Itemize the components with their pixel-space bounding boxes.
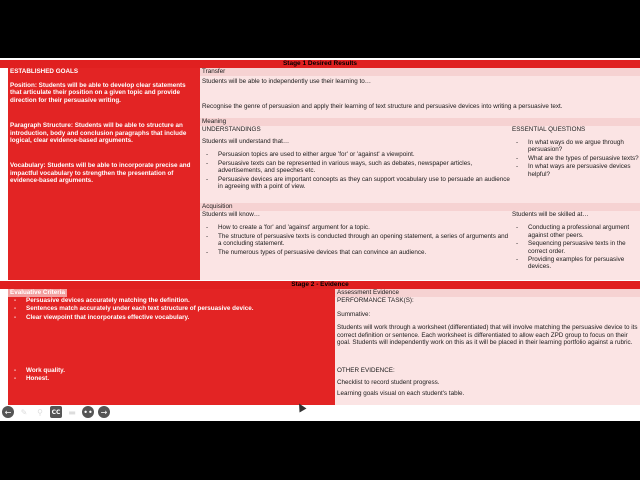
understandings-cell [200,126,510,203]
know-item: - The structure of persuasive texts is conducted through an opening statement, a series of arguments and a concluding statement. [200,233,510,248]
search-icon[interactable]: ⚲ [37,407,43,417]
goal-position: Position: Students will be able to develop clear statements that articulate their position on a given topic and provide direction for their persuasive writing. [10,82,186,104]
criteria-item: - Persuasive devices accurately matching the definition. [8,297,335,304]
back-icon[interactable]: ← [2,406,14,418]
assessment-header-row [335,289,640,297]
established-goals-panel [8,68,200,280]
stage2-title: Stage 2 - Evidence [0,281,640,289]
understandings-intro: Students will understand that… [202,138,290,145]
criteria-header: Evaluative Criteria [10,289,65,296]
transfer-header: Transfer [202,68,226,75]
skilled-item: - Sequencing persuasive texts in the correct order. [510,240,640,255]
video-icon[interactable]: ▬ [68,407,76,417]
stage1-title: Stage 1 Desired Results [0,60,640,68]
criteria-item: - Sentences match accurately under each text structure of persuasive device. [8,305,335,312]
know-item: - The numerous types of persuasive devices that can convince an audience. [200,249,510,256]
forward-icon[interactable]: → [98,406,110,418]
transfer-intro: Students will be able to independently use their learning to… [202,78,372,85]
transfer-text: Recognise the genre of persuasion and apply their learning of text structure and persuasive devices into writing a persuasive text. [202,103,563,111]
understanding-item: - Persuasion topics are used to either argue 'for' or 'against' a viewpoint. [200,151,510,158]
meaning-header: Meaning [202,118,227,125]
viewer-toolbar [0,404,110,420]
know-intro: Students will know… [202,211,261,218]
skilled-intro: Students will be skilled at… [512,211,589,218]
pen-icon[interactable]: ✎ [20,407,28,417]
know-cell [200,211,510,280]
other-item: Learning goals visual on each student's table. [337,390,465,398]
understandings-header: UNDERSTANDINGS [202,126,261,133]
criteria-item: - Clear viewpoint that incorporates effective vocabulary. [8,314,335,321]
criteria2-item: - Honest. [8,375,335,382]
assessment-header: Assessment Evidence [337,289,399,296]
essential-header: ESSENTIAL QUESTIONS [512,126,586,133]
performance-cell [335,297,640,367]
summative-label: Summative: [337,311,371,318]
goals-header: ESTABLISHED GOALS [10,68,79,75]
goal-vocabulary: Vocabulary: Students will be able to incorporate precise and impactful vocabulary to strengthen the presentation of evidence-based arguments. [10,162,191,185]
skilled-cell [510,211,640,280]
essential-item: - In what ways do we argue through persuasion? [510,139,640,154]
performance-header: PERFORMANCE TASK(S): [337,297,414,304]
skilled-item: - Providing examples for persuasive devices. [510,256,640,271]
transfer-cell [200,76,640,118]
criteria2-panel [8,367,335,405]
know-item: - How to create a 'for' and 'against' argument for a topic. [200,224,510,231]
goal-paragraph: Paragraph Structure: Students will be able to structure an introduction, body and conclusion paragraphs that include logical, clear evidence-based arguments. [10,122,187,145]
criteria-panel [8,289,335,367]
essential-item: - In what ways are persuasive devices helpful? [510,163,640,178]
essential-item: - What are the types of persuasive texts? [510,155,640,162]
transfer-header-row [200,68,640,76]
understanding-item: - Persuasive texts can be represented in various ways, such as debates, newspaper articles, advertisements, and speeches etc. [200,160,510,175]
criteria2-item: - Work quality. [8,367,335,374]
acquisition-header-row [200,203,640,211]
essential-questions-cell [510,126,640,203]
skilled-item: - Conducting a professional argument against other peers. [510,224,640,239]
other-header: OTHER EVIDENCE: [337,367,395,374]
summative-text: Students will work through a worksheet (differentiated) that will involve matching the persuasive device to its correct definition or sentence. Each worksheet is differentiated to allow each ZPD group to focus on their goal. Students will independently work on this as it will be placed in their learning portfolio against a rubric. [337,324,638,347]
understanding-item: - Persuasive devices are important concepts as they can support vocabulary use to persuade an audience in agreeing with a point of view. [200,176,510,191]
other-evidence-cell [335,367,640,405]
meaning-header-row [200,118,640,126]
captions-icon[interactable]: CC [50,406,62,418]
document-page [0,58,640,421]
more-icon[interactable]: •• [83,407,93,417]
acquisition-header: Acquisition [202,203,233,210]
other-item: Checklist to record student progress. [337,379,440,386]
